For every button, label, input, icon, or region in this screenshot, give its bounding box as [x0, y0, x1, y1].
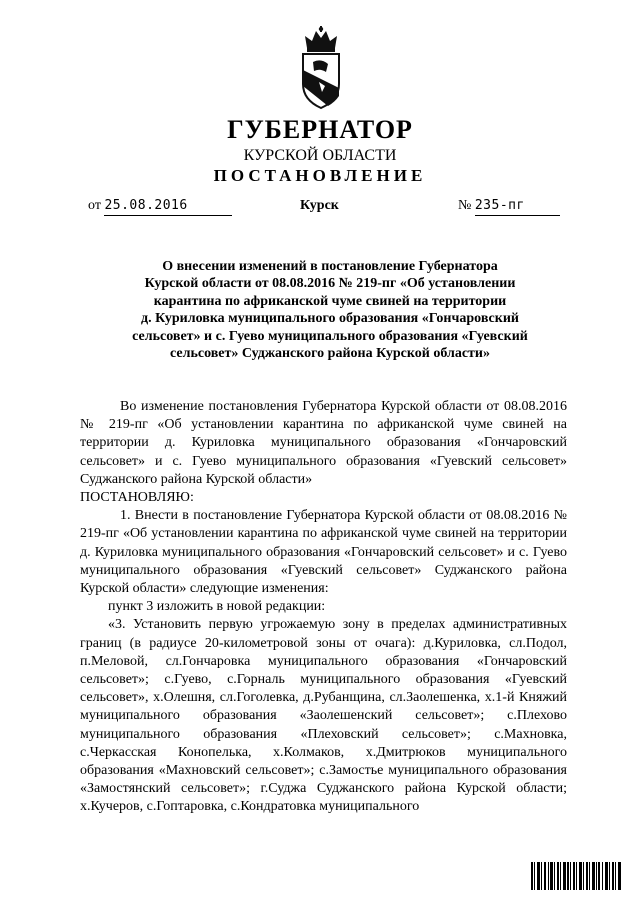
title-line: О внесении изменений в постановление Губернатора — [162, 259, 498, 274]
region-heading: КУРСКОЙ ОБЛАСТИ — [243, 147, 397, 164]
title-line: Курской области от 08.08.2016 № 219-пг «Об установлении — [144, 276, 516, 292]
point-3-intro: пункт 3 изложить в новой редакции: — [108, 599, 326, 615]
decree-number-line — [458, 197, 560, 216]
date-label: от — [88, 198, 101, 213]
barcode-icon — [531, 862, 621, 890]
title-line: сельсовет» Суджанского района Курской области» — [170, 346, 490, 362]
decree-number: 235-пг — [474, 198, 525, 213]
number-field — [475, 197, 560, 216]
resolve-line: ПОСТАНОВЛЯЮ: — [80, 490, 194, 506]
title-line: карантина по африканской чуме свиней на территории — [153, 293, 507, 309]
intro-paragraph: Во изменение постановления Губернатора Курской области от 08.08.2016 № 219-пг «Об установлении карантина по африканской чуме свиней на территории д. Куриловка муниципального образования «Гончаровский сельсовет» и с. Гуево муниципального образования «Гуевский сельсовет» Суджанского района Курской области» — [80, 399, 567, 487]
number-label: № — [458, 198, 472, 213]
city: Курск — [300, 198, 339, 213]
governor-heading: ГУБЕРНАТОР — [227, 115, 413, 144]
decree-title — [110, 258, 550, 362]
decree-date: 25.08.2016 — [104, 198, 188, 213]
decree-body — [80, 398, 567, 817]
decree-date-line — [88, 197, 232, 216]
title-line: д. Куриловка муниципального образования «Гончаровский — [141, 311, 519, 327]
point-3-paragraph: «3. Установить первую угрожаемую зону в пределах административных границ (в радиусе 20-километровой зоны от очага): д.Куриловка, сл.Подол, п.Меловой, сл.Гончаровка муниципального образования «Гончаровский сельсовет»; с.Гуево, с.Горналь муниципального образования «Гуевский сельсовет», х.Олешня, сл.Гоголевка, д.Рубанщина, сл.Заолешенка, х.1-й Княжий муниципального образования «Заолешенский сельсовет»; с.Плехово муниципального образования «Плеховский сельсовет»; с.Махновка, с.Черкасская Конопелька, х.Колмаков, х.Дмитрюков муниципального образования «Махновский сельсовет»; с.Замостье муниципального образования «Замостянский сельсовет»; г.Суджа Суджанского района Курской области; х.Кучеров, с.Гоптаровка, с.Кондратовка муниципального — [80, 617, 567, 815]
coat-of-arms-emblem — [295, 26, 347, 110]
date-field — [104, 197, 232, 216]
item-1-paragraph: 1. Внести в постановление Губернатора Курской области от 08.08.2016 № 219-пг «Об установлении карантина по африканской чуме свиней на территории д. Куриловка муниципального образования «Гончаровский сельсовет» и с. Гуево муниципального образования «Гуевский сельсовет» Суджанского района Курской области» следующие изменения: — [80, 508, 567, 597]
title-line: сельсовет» и с. Гуево муниципального образования «Гуевский — [132, 328, 528, 344]
decree-heading: ПОСТАНОВЛЕНИЕ — [213, 166, 427, 185]
